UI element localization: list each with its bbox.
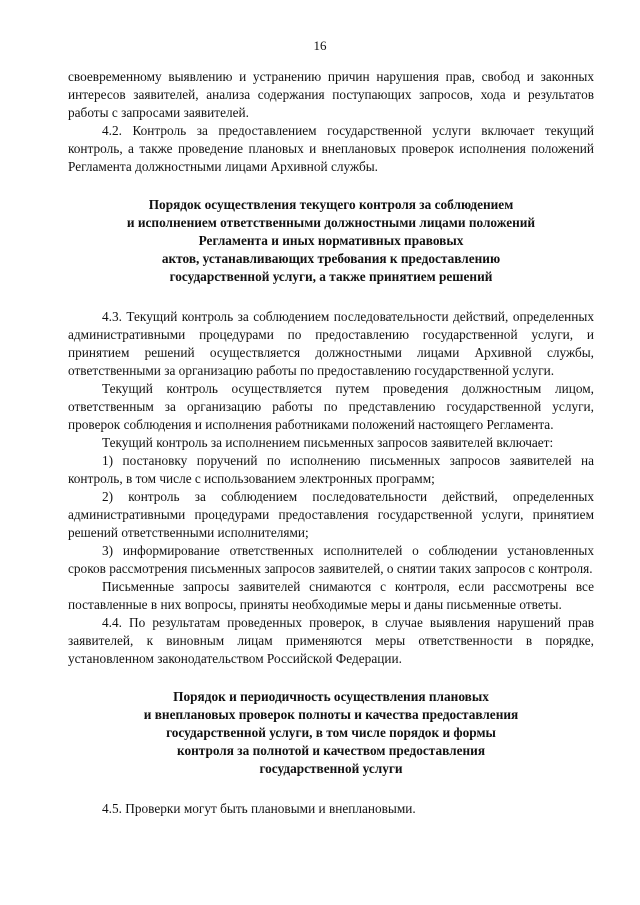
page-number: 16 [313,38,327,53]
heading-line: государственной услуги, а также принятием решений [169,269,493,284]
heading-line: Регламента и иных нормативных правовых [198,233,464,248]
heading-line: контроля за полнотой и качеством предоставления [176,743,486,758]
list-item-2: 2) контроль за соблюдением последовательности действий, определенных административными процедурами предоставления государственной услуги, принятием решений ответственными исполнителями; [68,489,594,540]
heading-line: и исполнением ответственными должностными лицами положений [126,215,536,230]
list-item-1: 1) постановку поручений по исполнению письменных запросов заявителей на контроль, в том числе с использованием электронных программ; [68,453,594,486]
heading-line: актов, устанавливающих требования к предоставлению [161,251,501,266]
paragraph-written-requests: Текущий контроль за исполнением письменных запросов заявителей включает: [102,435,554,450]
paragraph-4-3: 4.3. Текущий контроль за соблюдением последовательности действий, определенных административными процедурами по предоставлению государственной услуги, и принятием решений осуществляется должностными лицами Архивной службы, ответственными за организацию работы по предоставлению государственной услуги. [68,309,594,378]
document-body [68,68,594,818]
section-heading-current-control [68,196,594,286]
list-item-3: 3) информирование ответственных исполнителей о соблюдении установленных сроков рассмотрения письменных запросов заявителей, о снятии таких запросов с контроля. [68,543,594,576]
heading-line: и внеплановых проверок полноты и качества предоставления [143,707,519,722]
heading-line: государственной услуги, в том числе порядок и формы [166,725,496,740]
paragraph-intro: своевременному выявлению и устранению причин нарушения прав, свобод и законных интересов заявителей, анализа содержания поступающих запросов, хода и результатов работы с запросами заявителей. [68,69,594,120]
paragraph-4-2: 4.2. Контроль за предоставлением государственной услуги включает текущий контроль, а также проведение плановых и внеплановых проверок исполнения положений Регламента должностными лицами Архивной службы. [68,123,594,174]
paragraph-requests-removed: Письменные запросы заявителей снимаются с контроля, если рассмотрены все поставленные в них вопросы, приняты необходимые меры и даны письменные ответы. [68,579,594,612]
heading-line: государственной услуги [259,761,403,776]
paragraph-4-4: 4.4. По результатам проведенных проверок, в случае выявления нарушений прав заявителей, к виновным лицам применяются меры ответственности в порядке, установленном законодательством Российской Федерации. [68,615,594,666]
section-heading-inspections [68,688,594,778]
paragraph-4-5: 4.5. Проверки могут быть плановыми и внеплановыми. [102,801,416,816]
heading-line: Порядок и периодичность осуществления плановых [173,689,489,704]
heading-line: Порядок осуществления текущего контроля за соблюдением [148,197,514,212]
paragraph-current-control: Текущий контроль осуществляется путем проведения должностным лицом, ответственным за организацию работы по представлению государственной услуги, проверок соблюдения и исполнения работниками положений настоящего Регламента. [68,381,594,432]
